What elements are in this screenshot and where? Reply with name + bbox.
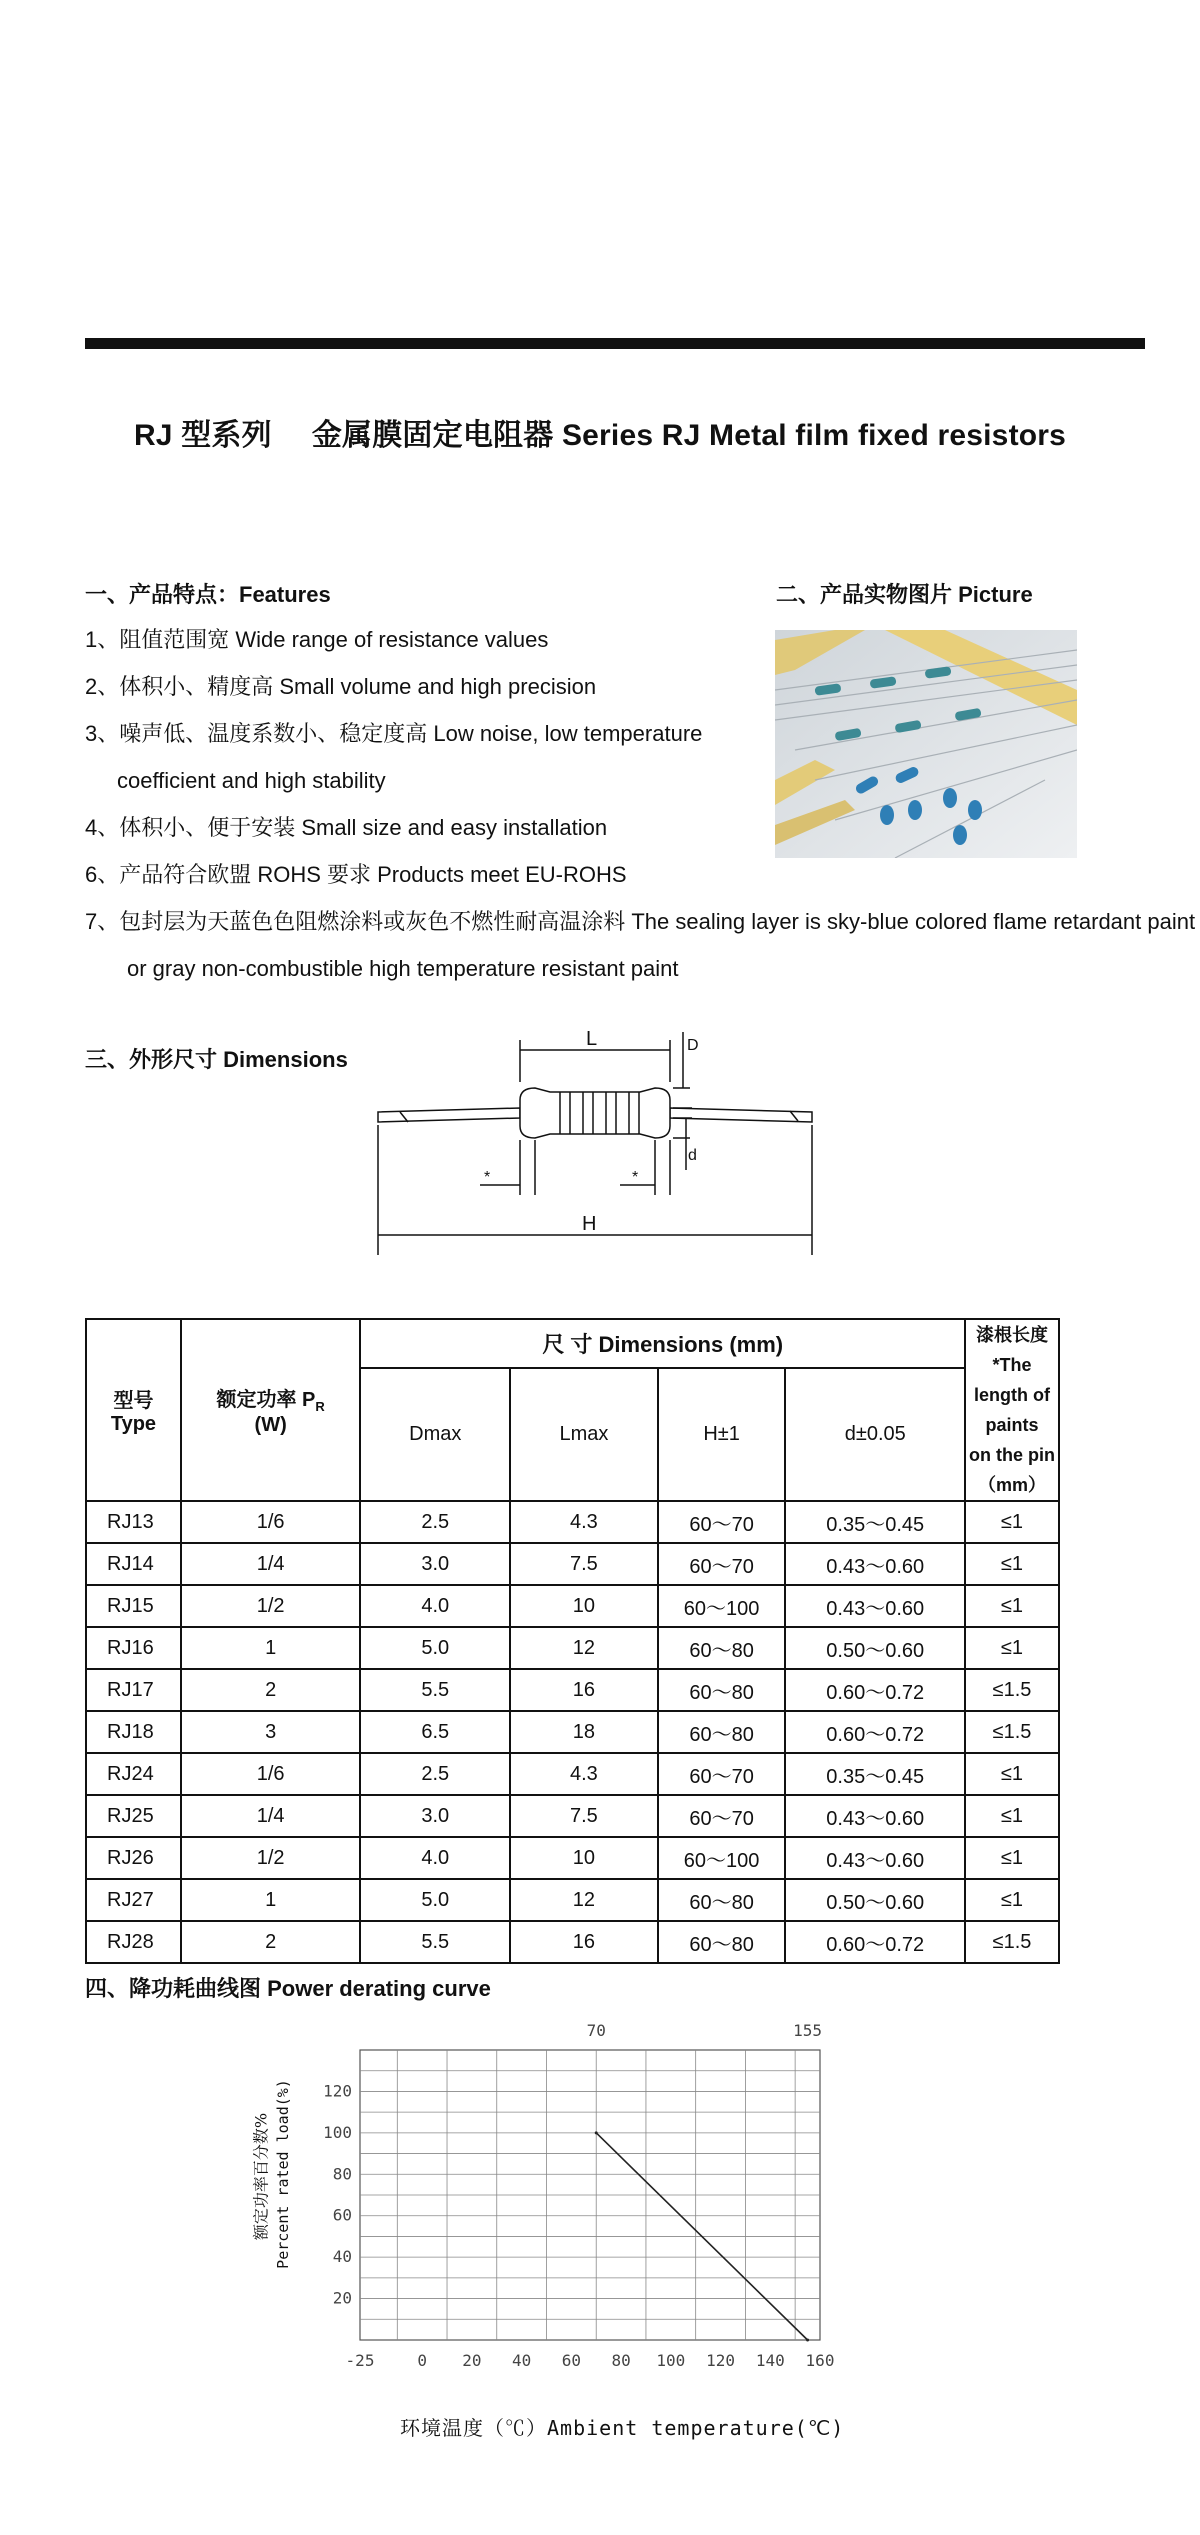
- table-cell: ≤1: [965, 1543, 1059, 1585]
- table-cell: ≤1.5: [965, 1921, 1059, 1963]
- table-cell: 1/4: [181, 1543, 361, 1585]
- table-cell: RJ26: [86, 1837, 181, 1879]
- y-tick-label: 100: [323, 2122, 352, 2142]
- header-power-sub: R: [315, 1399, 325, 1414]
- table-cell: 4.0: [360, 1837, 510, 1879]
- chart-ylabel: [225, 2050, 295, 2310]
- table-cell: RJ28: [86, 1921, 181, 1963]
- x-tick-label: 60: [561, 2351, 581, 2370]
- x-tick-label: 120: [706, 2351, 735, 2370]
- table-row: [86, 1837, 1059, 1879]
- table-cell: 3: [181, 1711, 361, 1753]
- header-pin-4: （mm）: [978, 1475, 1047, 1495]
- x-tick-label: 140: [755, 2351, 785, 2370]
- label-D: D: [687, 1037, 699, 1054]
- x-tick-label: 40: [511, 2351, 532, 2370]
- table-cell: 60～70: [658, 1543, 786, 1585]
- table-cell: 6.5: [360, 1711, 510, 1753]
- header-power: [181, 1319, 361, 1501]
- features-heading: 一、产品特点：Features: [85, 582, 331, 607]
- table-cell: RJ15: [86, 1585, 181, 1627]
- table-cell: 4.3: [510, 1753, 658, 1795]
- table-cell: 3.0: [360, 1543, 510, 1585]
- table-cell: RJ14: [86, 1543, 181, 1585]
- picture-heading: 二、产品实物图片 Picture: [776, 582, 1033, 607]
- table-cell: 10: [510, 1585, 658, 1627]
- table-cell: ≤1: [965, 1753, 1059, 1795]
- table-cell: 12: [510, 1879, 658, 1921]
- header-pin-1: 漆根长度*The: [976, 1325, 1049, 1375]
- title-series: RJ 型系列: [133, 419, 272, 452]
- header-h: H±1: [658, 1368, 786, 1501]
- table-cell: 10: [510, 1837, 658, 1879]
- table-cell: RJ16: [86, 1627, 181, 1669]
- table-cell: 0.35～0.45: [785, 1753, 965, 1795]
- ylabel-en: Percent rated load(%): [274, 2079, 292, 2269]
- table-cell: 0.60～0.72: [785, 1669, 965, 1711]
- header-power-cn: 额定功率 P: [216, 1389, 316, 1411]
- x-tick-label: 80: [611, 2351, 631, 2370]
- table-cell: 3.0: [360, 1795, 510, 1837]
- table-cell: 60～100: [658, 1585, 786, 1627]
- header-power-unit: (W): [254, 1414, 287, 1436]
- table-cell: ≤1: [965, 1837, 1059, 1879]
- y-tick-label: 60: [332, 2205, 352, 2225]
- header-type-cn: 型号: [113, 1390, 154, 1412]
- table-cell: 0.43～0.60: [785, 1837, 965, 1879]
- feature-item: 6、产品符合欧盟 ROHS 要求 Products meet EU-ROHS: [85, 862, 627, 887]
- y-tick-label: 80: [332, 2164, 352, 2184]
- table-row: [86, 1543, 1059, 1585]
- table-cell: 0.50～0.60: [785, 1627, 965, 1669]
- table-cell: 4.3: [510, 1501, 658, 1543]
- table-cell: 0.35～0.45: [785, 1501, 965, 1543]
- chart-xlabel: 环境温度（℃）Ambient temperature(℃): [400, 2416, 845, 2440]
- feature-item: 1、阻值范围宽 Wide range of resistance values: [85, 627, 549, 652]
- table-cell: RJ13: [86, 1501, 181, 1543]
- table-cell: RJ27: [86, 1879, 181, 1921]
- derating-chart: [240, 2010, 880, 2390]
- feature-item: 4、体积小、便于安装 Small size and easy installation: [85, 815, 608, 840]
- ylabel-cn: 额定功率百分数%: [251, 2112, 271, 2241]
- x-tick-label: 100: [656, 2351, 686, 2370]
- table-cell: 7.5: [510, 1795, 658, 1837]
- header-dimensions-group: 尺 寸 Dimensions (mm): [360, 1319, 965, 1368]
- product-photo: [775, 630, 1077, 858]
- header-dmax: Dmax: [360, 1368, 510, 1501]
- label-d: d: [688, 1147, 697, 1164]
- table-cell: 60～80: [658, 1921, 786, 1963]
- table-cell: ≤1: [965, 1585, 1059, 1627]
- derating-point: [595, 2131, 598, 2134]
- table-cell: 5.5: [360, 1669, 510, 1711]
- table-cell: 1/6: [181, 1753, 361, 1795]
- table-cell: 60～80: [658, 1627, 786, 1669]
- table-cell: RJ17: [86, 1669, 181, 1711]
- table-cell: 1/6: [181, 1501, 361, 1543]
- table-cell: 5.5: [360, 1921, 510, 1963]
- top-marker-label: 70: [586, 2021, 606, 2040]
- table-cell: 1: [181, 1627, 361, 1669]
- table-cell: 1/4: [181, 1795, 361, 1837]
- y-tick-label: 40: [332, 2247, 352, 2267]
- label-star-left: *: [484, 1169, 491, 1186]
- table-cell: ≤1: [965, 1879, 1059, 1921]
- dimensions-table: [85, 1318, 1060, 1964]
- header-d: d±0.05: [785, 1368, 965, 1501]
- table-cell: ≤1: [965, 1795, 1059, 1837]
- dimensions-heading: 三、外形尺寸 Dimensions: [85, 1047, 348, 1072]
- table-row: [86, 1585, 1059, 1627]
- page-title: [0, 410, 1200, 454]
- x-tick-label: 0: [417, 2351, 427, 2370]
- table-cell: 60～80: [658, 1879, 786, 1921]
- header-lmax: Lmax: [510, 1368, 658, 1501]
- header-pin-3: on the pin: [969, 1445, 1055, 1465]
- header-type-en: Type: [110, 1413, 157, 1435]
- table-cell: ≤1.5: [965, 1711, 1059, 1753]
- table-row: [86, 1879, 1059, 1921]
- table-row: [86, 1711, 1059, 1753]
- table-cell: 60～70: [658, 1501, 786, 1543]
- table-row: [86, 1795, 1059, 1837]
- table-cell: ≤1.5: [965, 1669, 1059, 1711]
- table-cell: 0.50～0.60: [785, 1879, 965, 1921]
- table-cell: 60～80: [658, 1669, 786, 1711]
- label-star-right: *: [632, 1169, 639, 1186]
- table-cell: 5.0: [360, 1879, 510, 1921]
- x-tick-label: -25: [345, 2351, 375, 2370]
- table-cell: 1/2: [181, 1837, 361, 1879]
- table-cell: 1/2: [181, 1585, 361, 1627]
- table-cell: 2.5: [360, 1753, 510, 1795]
- feature-item: or gray non-combustible high temperature resistant paint: [127, 956, 679, 981]
- resistor-dimension-diagram: [370, 1020, 850, 1260]
- table-cell: 4.0: [360, 1585, 510, 1627]
- table-cell: 0.43～0.60: [785, 1585, 965, 1627]
- table-cell: 18: [510, 1711, 658, 1753]
- table-row: [86, 1501, 1059, 1543]
- derating-point: [806, 2339, 809, 2342]
- table-cell: 0.43～0.60: [785, 1795, 965, 1837]
- title-main: 金属膜固定电阻器 Series RJ Metal film fixed resistors: [311, 419, 1067, 452]
- table-cell: 60～70: [658, 1795, 786, 1837]
- table-row: [86, 1627, 1059, 1669]
- table-cell: 16: [510, 1669, 658, 1711]
- table-cell: 2: [181, 1921, 361, 1963]
- resistor-photo-illustration: [775, 630, 1077, 858]
- table-cell: 1: [181, 1879, 361, 1921]
- y-tick-label: 120: [323, 2081, 352, 2101]
- table-cell: 16: [510, 1921, 658, 1963]
- table-cell: 60～70: [658, 1753, 786, 1795]
- header-pin-2: length of paints: [974, 1385, 1050, 1435]
- feature-item: coefficient and high stability: [117, 768, 386, 793]
- table-cell: 7.5: [510, 1543, 658, 1585]
- top-marker-label: 155: [793, 2021, 823, 2040]
- table-row: [86, 1753, 1059, 1795]
- table-cell: 60～80: [658, 1711, 786, 1753]
- feature-item: 3、噪声低、温度系数小、稳定度高 Low noise, low temperature: [85, 721, 703, 746]
- label-L: L: [586, 1028, 598, 1050]
- table-cell: 5.0: [360, 1627, 510, 1669]
- x-tick-label: 20: [462, 2351, 482, 2370]
- header-pin-length: [965, 1319, 1059, 1501]
- top-rule: [85, 338, 1145, 349]
- table-cell: 12: [510, 1627, 658, 1669]
- feature-item: 2、体积小、精度高 Small volume and high precision: [85, 674, 597, 699]
- feature-item: 7、包封层为天蓝色色阻燃涂料或灰色不燃性耐高温涂料 The sealing layer is sky-blue colored flame retardant paint: [85, 909, 1196, 934]
- table-cell: 0.60～0.72: [785, 1921, 965, 1963]
- table-cell: ≤1: [965, 1501, 1059, 1543]
- table-row: [86, 1921, 1059, 1963]
- table-cell: RJ25: [86, 1795, 181, 1837]
- header-type: [86, 1319, 181, 1501]
- label-H: H: [582, 1213, 597, 1235]
- table-cell: 2: [181, 1669, 361, 1711]
- table-cell: 0.60～0.72: [785, 1711, 965, 1753]
- x-tick-label: 160: [805, 2351, 835, 2370]
- table-cell: RJ18: [86, 1711, 181, 1753]
- table-cell: 60～100: [658, 1837, 786, 1879]
- y-tick-label: 20: [332, 2288, 352, 2308]
- table-cell: 0.43～0.60: [785, 1543, 965, 1585]
- curve-heading: 四、降功耗曲线图 Power derating curve: [85, 1976, 491, 2001]
- table-cell: 2.5: [360, 1501, 510, 1543]
- table-cell: ≤1: [965, 1627, 1059, 1669]
- table-row: [86, 1669, 1059, 1711]
- table-cell: RJ24: [86, 1753, 181, 1795]
